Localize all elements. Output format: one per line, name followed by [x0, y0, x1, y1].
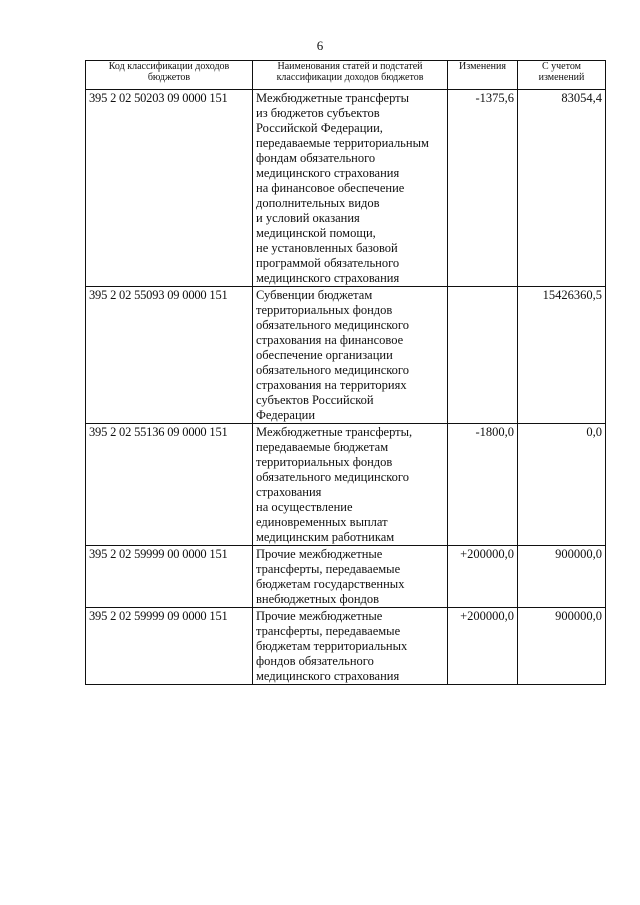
name-line: дополнительных видов — [256, 196, 380, 210]
name-line: и условий оказания — [256, 211, 360, 225]
name-line: Федерации — [256, 408, 316, 422]
name-line: трансферты, передаваемые — [256, 562, 401, 576]
name-line: передаваемые территориальным — [256, 136, 429, 150]
header-change: Изменения — [448, 61, 518, 90]
row-change: +200000,0 — [448, 546, 518, 608]
name-line: из бюджетов субъектов — [256, 106, 380, 120]
name-line: на финансовое обеспечение — [256, 181, 405, 195]
name-line: медицинским работникам — [256, 530, 395, 544]
name-line: обязательного медицинского — [256, 318, 410, 332]
row-code: 395 2 02 55136 09 0000 151 — [86, 424, 253, 546]
row-name — [253, 608, 448, 685]
row-code: 395 2 02 59999 09 0000 151 — [86, 608, 253, 685]
row-total: 15426360,5 — [518, 287, 606, 424]
table-row — [86, 90, 606, 287]
name-line: внебюджетных фондов — [256, 592, 380, 606]
name-line: медицинской помощи, — [256, 226, 376, 240]
row-total: 83054,4 — [518, 90, 606, 287]
row-name — [253, 90, 448, 287]
name-line: медицинского страхования — [256, 271, 400, 285]
name-line: обеспечение организации — [256, 348, 393, 362]
name-line: бюджетам территориальных — [256, 639, 408, 653]
budget-revenue-table — [85, 60, 606, 685]
row-change: -1800,0 — [448, 424, 518, 546]
name-line: Прочие межбюджетные — [256, 609, 383, 623]
table-row — [86, 424, 606, 546]
table-header-row — [86, 61, 606, 90]
row-change — [448, 287, 518, 424]
name-line: территориальных фондов — [256, 455, 393, 469]
row-name — [253, 424, 448, 546]
row-code: 395 2 02 55093 09 0000 151 — [86, 287, 253, 424]
row-code: 395 2 02 50203 09 0000 151 — [86, 90, 253, 287]
name-line: страхования на финансовое — [256, 333, 404, 347]
name-line: медицинского страхования — [256, 166, 400, 180]
row-name — [253, 546, 448, 608]
name-line: Межбюджетные трансферты, — [256, 425, 413, 439]
name-line: Межбюджетные трансферты — [256, 91, 410, 105]
row-total: 900000,0 — [518, 608, 606, 685]
row-code: 395 2 02 59999 00 0000 151 — [86, 546, 253, 608]
name-line: Прочие межбюджетные — [256, 547, 383, 561]
table-row — [86, 608, 606, 685]
name-line: страхования на территориях — [256, 378, 407, 392]
name-line: бюджетам государственных — [256, 577, 405, 591]
header-name: Наименования статей и подстатей классификации доходов бюджетов — [253, 61, 448, 90]
row-change: -1375,6 — [448, 90, 518, 287]
name-line: Субвенции бюджетам — [256, 288, 373, 302]
name-line: фондов обязательного — [256, 654, 374, 668]
table-row — [86, 287, 606, 424]
page-number: 6 — [316, 38, 324, 53]
name-line: не установленных базовой — [256, 241, 398, 255]
name-line: территориальных фондов — [256, 303, 393, 317]
name-line: фондам обязательного — [256, 151, 376, 165]
name-line: единовременных выплат — [256, 515, 388, 529]
table-row — [86, 546, 606, 608]
name-line: обязательного медицинского — [256, 363, 410, 377]
name-line: на осуществление — [256, 500, 353, 514]
name-line: медицинского страхования — [256, 669, 400, 683]
name-line: обязательного медицинского — [256, 470, 410, 484]
name-line: страхования — [256, 485, 322, 499]
name-line: программой обязательного — [256, 256, 400, 270]
row-total: 900000,0 — [518, 546, 606, 608]
header-total: С учетом изменений — [518, 61, 606, 90]
name-line: передаваемые бюджетам — [256, 440, 389, 454]
row-change: +200000,0 — [448, 608, 518, 685]
name-line: Российской Федерации, — [256, 121, 383, 135]
row-name — [253, 287, 448, 424]
row-total: 0,0 — [518, 424, 606, 546]
name-line: субъектов Российской — [256, 393, 374, 407]
header-code: Код классификации доходов бюджетов — [86, 61, 253, 90]
name-line: трансферты, передаваемые — [256, 624, 401, 638]
